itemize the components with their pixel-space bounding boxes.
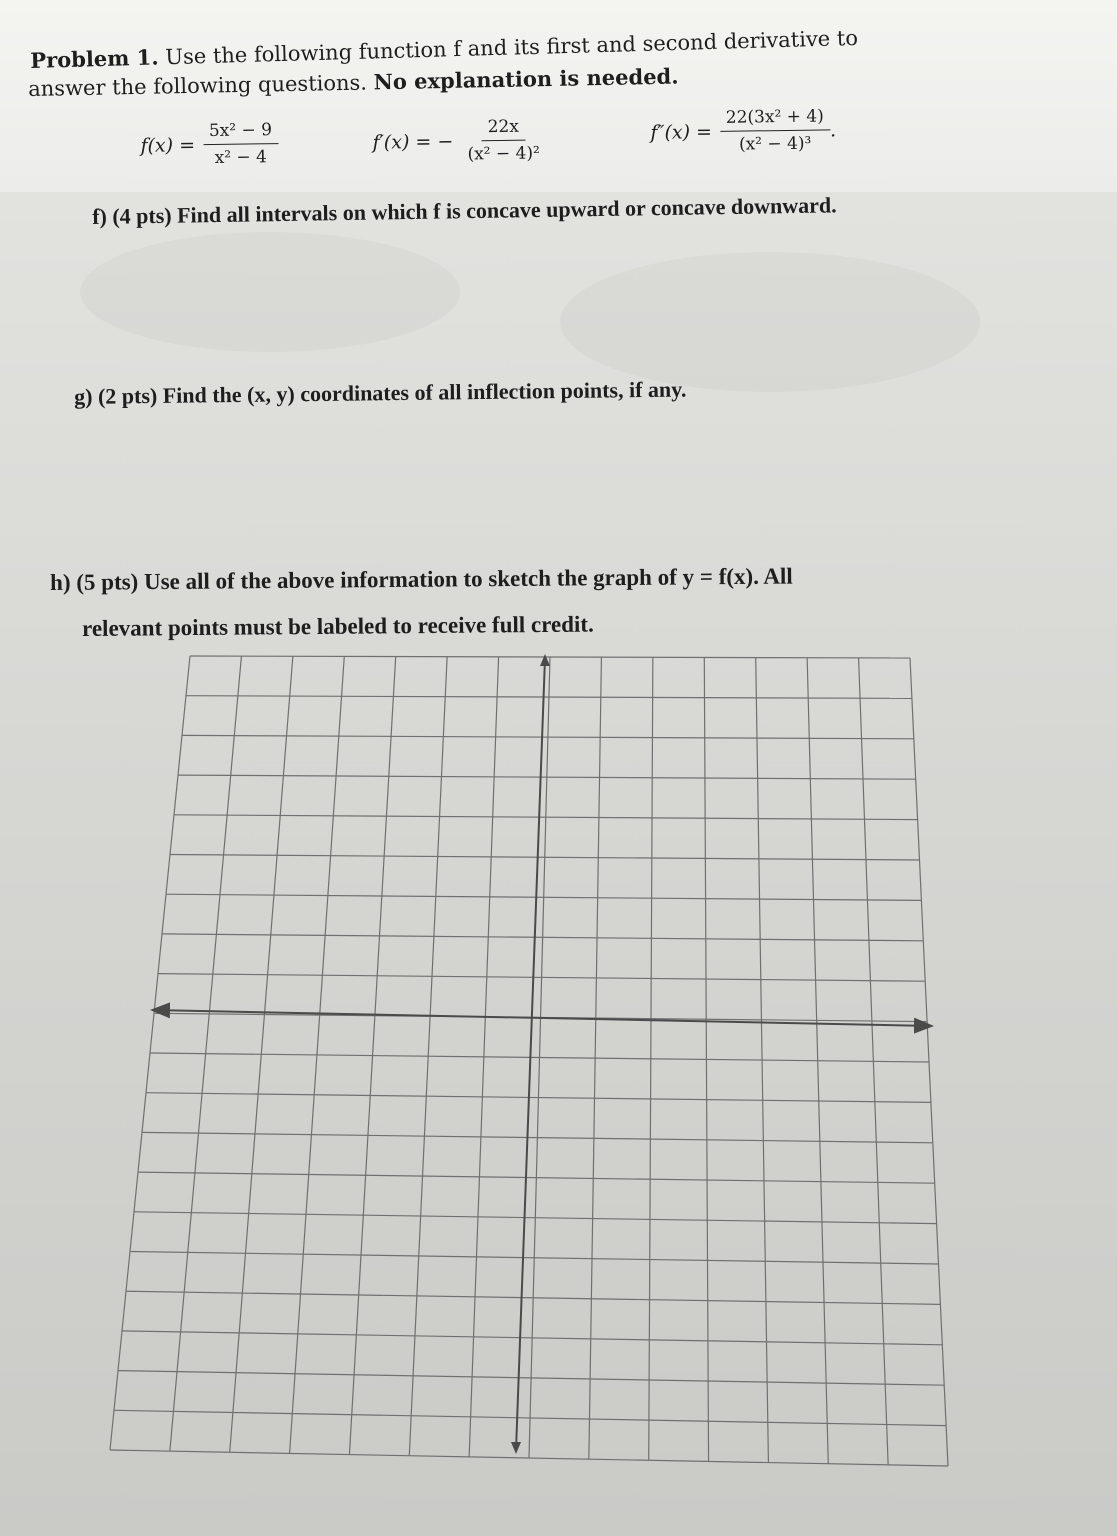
question-g: g) (2 pts) Find the (x, y) coordinates of all inflection points, if any. [74, 376, 687, 409]
y-axis-arrow-bottom-icon [511, 1442, 521, 1454]
fdoubleprime-label: f″(x) = [650, 120, 713, 144]
problem-label: Problem 1. [30, 44, 159, 73]
f-fraction [203, 120, 279, 168]
formula-row [140, 97, 941, 188]
intro-text-2: answer the following questions. [28, 70, 368, 101]
intro-text-1: Use the following function f and its first and second derivative to [165, 25, 859, 70]
fprime-denominator: (x² − 4)² [467, 143, 540, 165]
question-h-line-2: relevant points must be labeled to receive full credit. [82, 611, 594, 641]
formula-period: . [829, 118, 837, 141]
fprime-formula [372, 116, 546, 165]
x-axis [152, 1010, 932, 1026]
question-f: f) (4 pts) Find all intervals on which f is concave upward or concave downward. [92, 192, 837, 229]
intro-text-2-bold: No explanation is needed. [373, 63, 679, 95]
fprime-numerator: 22x [482, 117, 526, 142]
y-axis-arrow-top-icon [540, 654, 550, 666]
fdoubleprime-fraction [720, 106, 831, 155]
intro-line-1 [30, 25, 858, 73]
grid-lines [110, 656, 948, 1466]
fprime-fraction [461, 116, 546, 164]
problem-header [0, 0, 1117, 192]
graph-paper [0, 192, 1117, 1536]
fprime-label: f′(x) = − [372, 130, 454, 154]
worksheet-body [0, 192, 1117, 1536]
fdoubleprime-formula [650, 106, 836, 156]
question-h-line-1: h) (5 pts) Use all of the above information to sketch the graph of y = f(x). All [50, 563, 793, 595]
fdoubleprime-numerator: 22(3x² + 4) [720, 106, 830, 132]
f-label: f(x) = [140, 133, 196, 157]
fdoubleprime-denominator: (x² − 4)³ [738, 133, 812, 155]
f-formula [140, 120, 278, 169]
f-denominator: x² − 4 [214, 147, 268, 168]
f-numerator: 5x² − 9 [203, 120, 278, 145]
